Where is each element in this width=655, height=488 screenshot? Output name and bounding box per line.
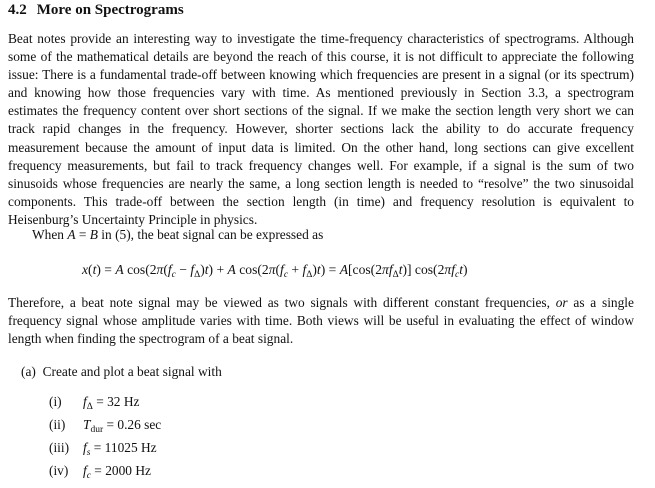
sub-item-value: = 2000 Hz xyxy=(90,463,151,478)
sub-item-roman: (i) xyxy=(49,394,62,409)
sub-item-subscript: dur xyxy=(90,425,104,435)
paragraph-two-views xyxy=(8,294,634,348)
equals-sign: = xyxy=(75,227,90,242)
equation-text: x(t) = A $\cos(2\pi(f_c - f_\Delta)t) + A$ $\cos(2\pi(f_c + f_\Delta)t) = A[\cos(2\pi f_\Delta t)]$ $\cos(2\pi f_ct)$ xyxy=(82,262,468,280)
sub-item xyxy=(49,440,157,458)
var-b: B xyxy=(89,227,98,242)
part-a xyxy=(21,364,222,380)
beat-equation xyxy=(82,262,468,280)
sub-item xyxy=(49,394,139,412)
section-heading xyxy=(8,2,184,19)
var-a: A xyxy=(67,227,76,242)
sub-item-subscript: s xyxy=(86,448,91,458)
section-number: 4.2 xyxy=(8,2,27,18)
sub-item-var: T xyxy=(83,417,91,432)
paragraph-tradeoff: Beat notes provide an interesting way to investigate the time-frequency characteristics of spectrograms. Although some of the mathematical details are beyond the reach of this course, it is not difficult to appreciate the following issue: There is a fundamental trade-off between knowing which frequencies are present in a signal (or its spectrum) and knowing how those frequencies vary with time. As mentioned previously in Section 3.3, a spectrogram estimates the frequency content over short sections of the signal. If we make the section length very short we can track rapid changes in the frequency. However, shorter sections lack the ability to do accurate frequency measurement because the amount of input data is limited. On the other hand, long sections can give excellent frequency measurements, but fail to track frequency changes well. For example, if a signal is the sum of two sinusoids whose frequencies are nearly the same, a long section length is needed to “resolve” the two sinusoidal components. This trade-off between the section length (in time) and frequency resolution is equivalent to Heisenburg’s Uncertainty Principle in physics. xyxy=(8,31,634,227)
paragraph2-emphasis: or xyxy=(555,295,568,310)
sub-item-value: = 32 Hz xyxy=(92,394,140,409)
section-title: More on Spectrograms xyxy=(36,2,184,18)
beat-intro-after: in (5), the beat signal can be expressed as xyxy=(97,227,324,242)
paragraph2-after: as a single frequency signal whose amplitude varies with time. Both views will be useful in evaluating the effect of window length when finding the spectrogram of a beat signal. xyxy=(8,295,634,347)
sub-item-value: = 0.26 sec xyxy=(103,417,162,432)
sub-item-roman: (iii) xyxy=(49,440,70,455)
beat-intro-before: When xyxy=(32,227,68,242)
beat-intro-line xyxy=(32,227,323,243)
sub-item-subscript: c xyxy=(86,471,91,481)
sub-item-var: f xyxy=(83,440,87,455)
sub-item xyxy=(49,417,161,435)
part-a-label: (a) xyxy=(21,364,36,379)
sub-item-subscript: Δ xyxy=(86,402,93,412)
sub-item-var: f xyxy=(83,394,87,409)
sub-item-roman: (iv) xyxy=(49,463,69,478)
part-a-text: Create and plot a beat signal with xyxy=(42,364,222,379)
sub-item-roman: (ii) xyxy=(49,417,66,432)
sub-item-value: = 11025 Hz xyxy=(90,440,157,455)
sub-item xyxy=(49,463,151,481)
paragraph2-before: Therefore, a beat note signal may be viewed as two signals with different constant frequencies, xyxy=(8,295,556,310)
sub-item-var: f xyxy=(83,463,87,478)
